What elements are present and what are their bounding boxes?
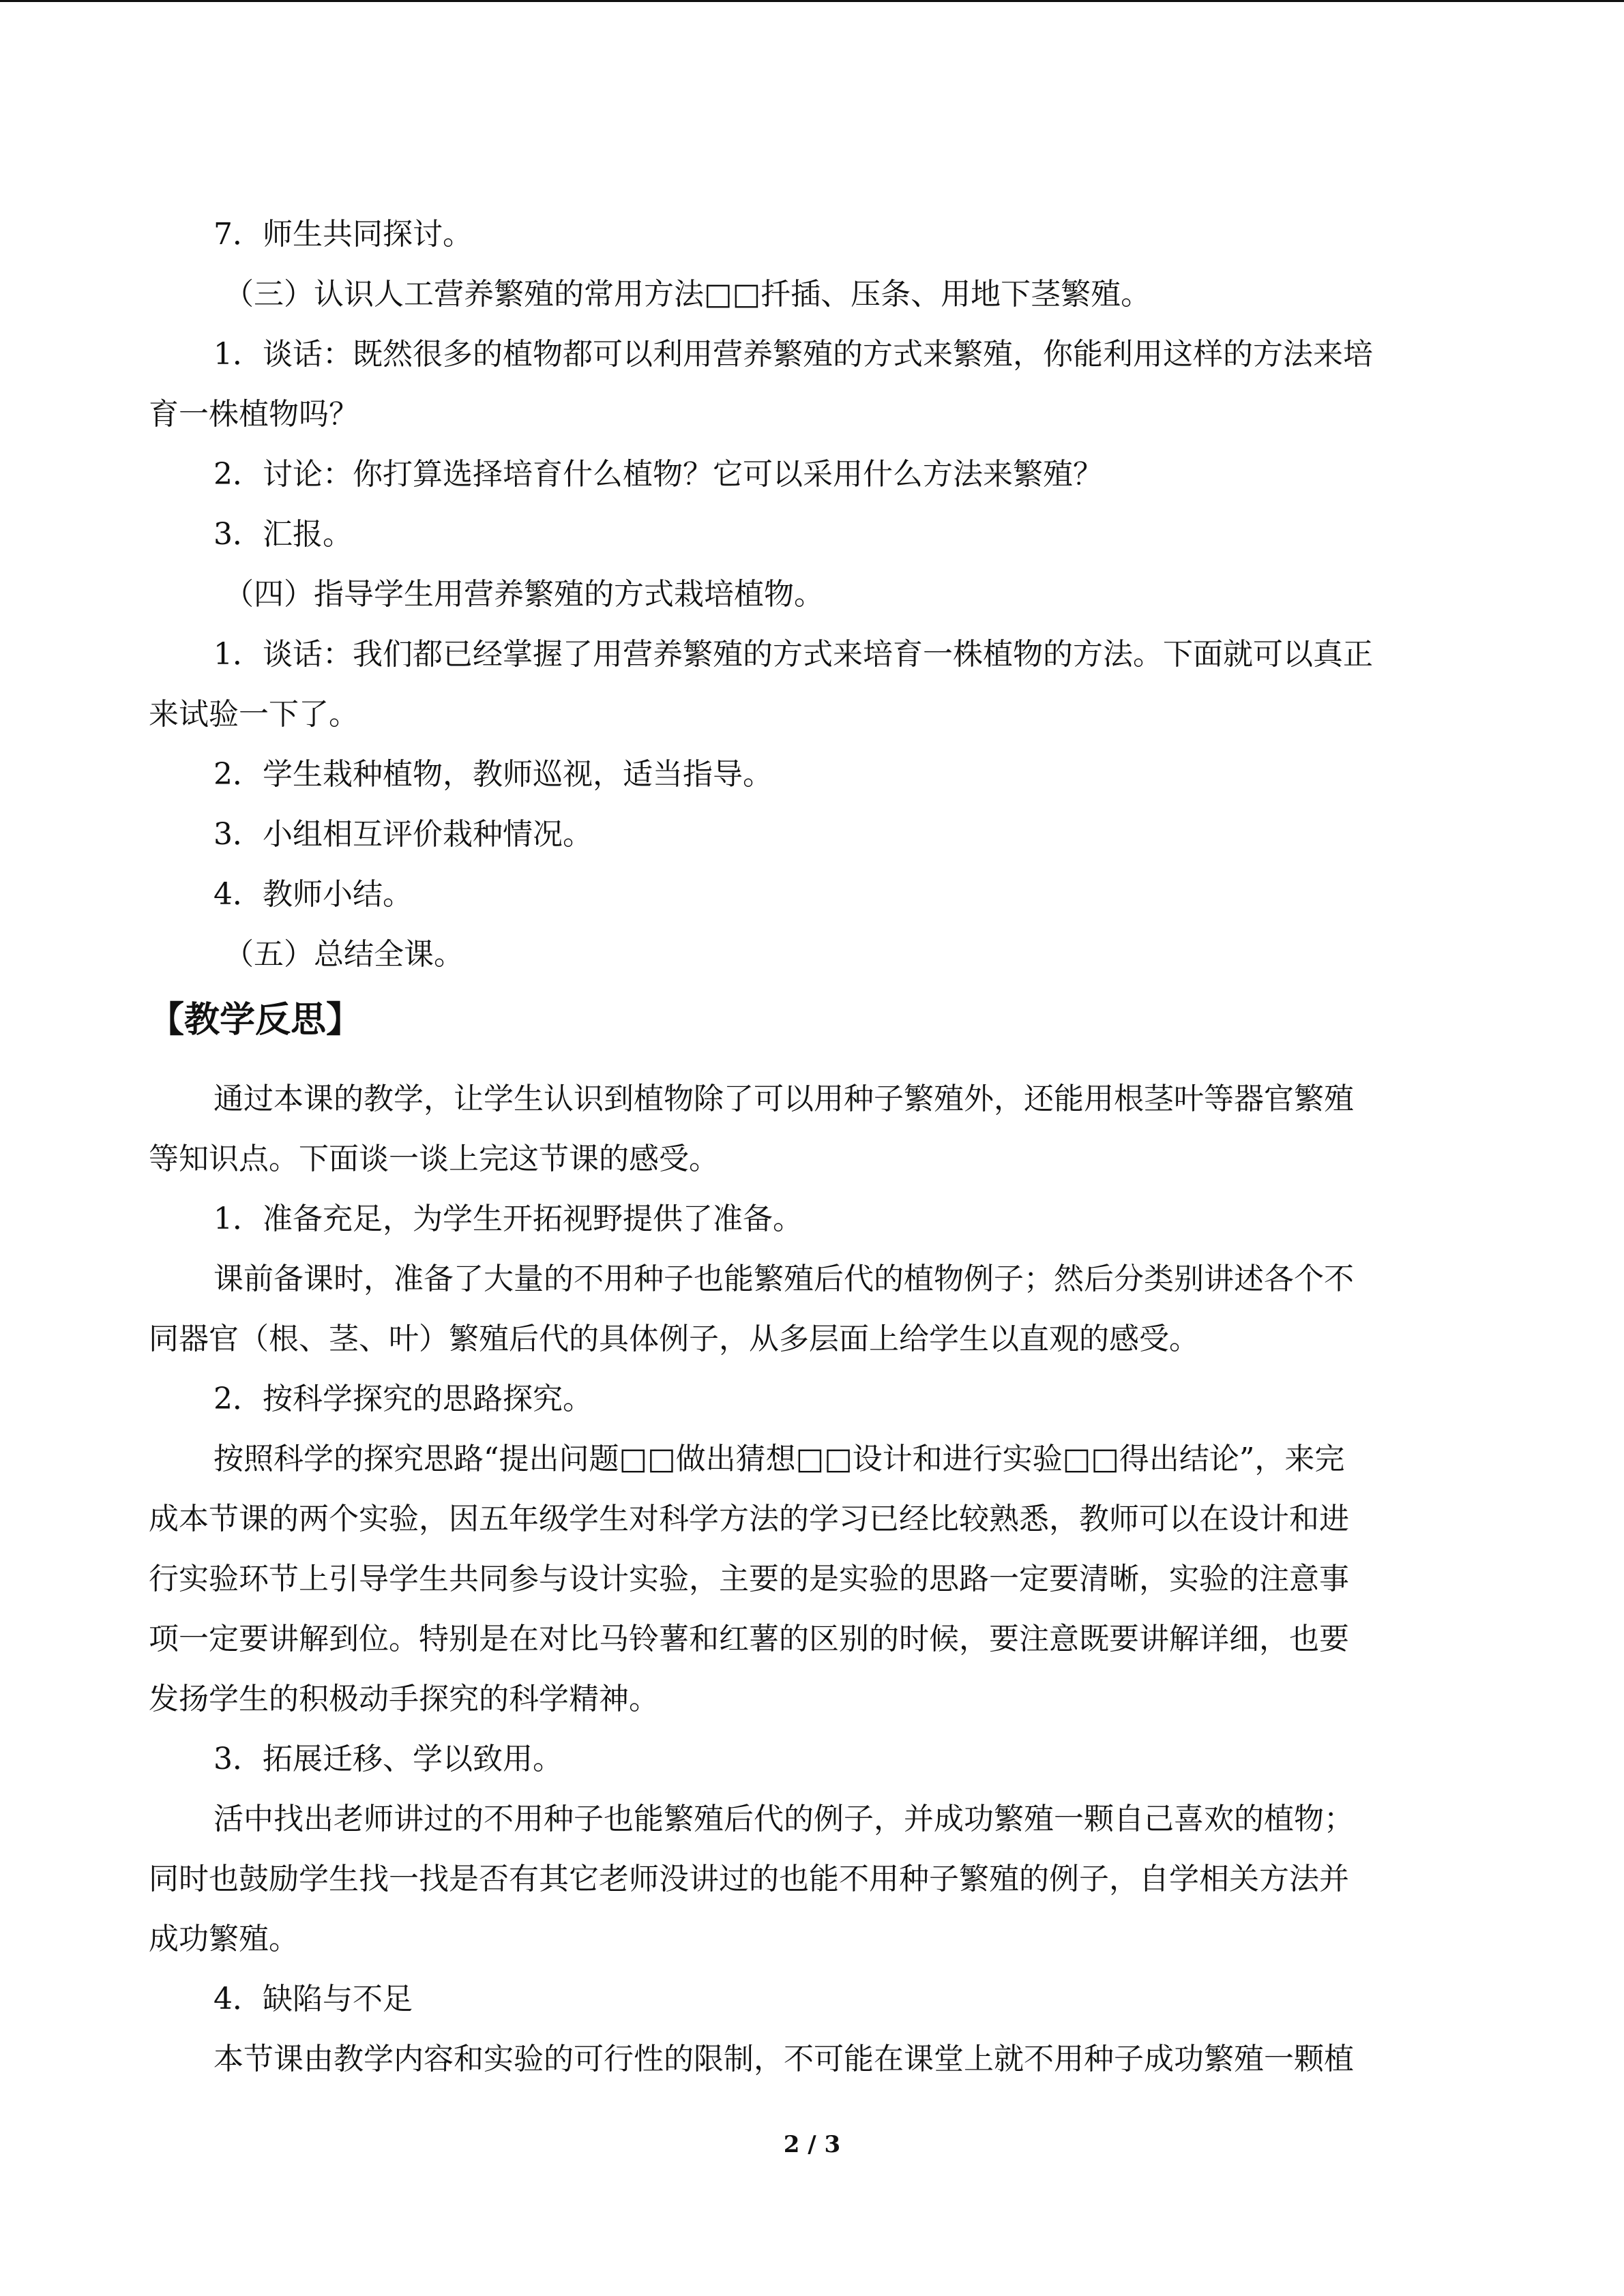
section-heading-three: （三）认识人工营养繁殖的常用方法□□扦插、压条、用地下茎繁殖。 [224,277,1151,312]
reflection-point-1-detail-b: 同器官（根、茎、叶）繁殖后代的具体例子，从多层面上给学生以直观的感受。 [149,1322,1199,1356]
paragraph-evaluate: 3．小组相互评价栽种情况。 [213,817,593,852]
top-border-line [0,0,1624,2]
section-heading-five: （五）总结全课。 [224,937,464,972]
reflection-point-2-detail-e: 发扬学生的积极动手探究的科学精神。 [149,1682,659,1716]
paragraph-talk-2b: 来试验一下了。 [149,697,359,732]
reflection-point-4: 4．缺陷与不足 [213,1982,413,2016]
reflection-point-3-detail-b: 同时也鼓励学生找一找是否有其它老师没讲过的也能不用种子繁殖的例子，自学相关方法并 [149,1862,1349,1896]
reflection-point-3-detail-c: 成功繁殖。 [149,1922,299,1956]
reflection-point-2-detail-c: 行实验环节上引导学生共同参与设计实验，主要的是实验的思路一定要清晰，实验的注意事 [149,1562,1349,1596]
paragraph-report-3: 3．汇报。 [213,517,353,552]
reflection-heading: 【教学反思】 [149,1000,362,1041]
reflection-point-3-detail-a: 活中找出老师讲过的不用种子也能繁殖后代的例子，并成功繁殖一颗自己喜欢的植物； [213,1802,1354,1836]
reflection-point-2-detail-b: 成本节课的两个实验，因五年级学生对科学方法的学习已经比较熟悉，教师可以在设计和进 [149,1502,1349,1536]
document-body [149,205,1475,2089]
reflection-intro-a: 通过本课的教学，让学生认识到植物除了可以用种子繁殖外，还能用根茎叶等器官繁殖 [213,1082,1354,1116]
reflection-point-2: 2．按科学探究的思路探究。 [213,1382,593,1416]
reflection-point-1-detail-a: 课前备课时，准备了大量的不用种子也能繁殖后代的植物例子；然后分类别讲述各个不 [213,1262,1354,1296]
reflection-point-2-detail-d: 项一定要讲解到位。特别是在对比马铃薯和红薯的区别的时候，要注意既要讲解详细，也要 [149,1622,1349,1656]
reflection-point-2-detail-a: 按照科学的探究思路“提出问题□□做出猜想□□设计和进行实验□□得出结论”，来完 [213,1442,1345,1476]
paragraph-discussion: 7．师生共同探讨。 [213,217,473,252]
paragraph-planting: 2．学生栽种植物，教师巡视，适当指导。 [213,757,773,792]
paragraph-talk-1b: 育一株植物吗？ [149,397,359,432]
reflection-point-1: 1．准备充足，为学生开拓视野提供了准备。 [213,1202,803,1236]
paragraph-discuss-2: 2．讨论：你打算选择培育什么植物？它可以采用什么方法来繁殖？ [213,457,1103,492]
page-number: 2 / 3 [783,2131,841,2158]
reflection-point-3: 3．拓展迁移、学以致用。 [213,1742,563,1776]
section-heading-four: （四）指导学生用营养繁殖的方式栽培植物。 [224,577,824,612]
paragraph-summary: 4．教师小结。 [213,877,413,912]
reflection-point-4-detail: 本节课由教学内容和实验的可行性的限制，不可能在课堂上就不用种子成功繁殖一颗植 [213,2042,1354,2076]
paragraph-talk-1a: 1．谈话：既然很多的植物都可以利用营养繁殖的方式来繁殖，你能利用这样的方法来培 [213,337,1373,372]
paragraph-talk-2a: 1．谈话：我们都已经掌握了用营养繁殖的方式来培育一株植物的方法。下面就可以真正 [213,637,1373,672]
reflection-intro-b: 等知识点。下面谈一谈上完这节课的感受。 [149,1142,719,1176]
